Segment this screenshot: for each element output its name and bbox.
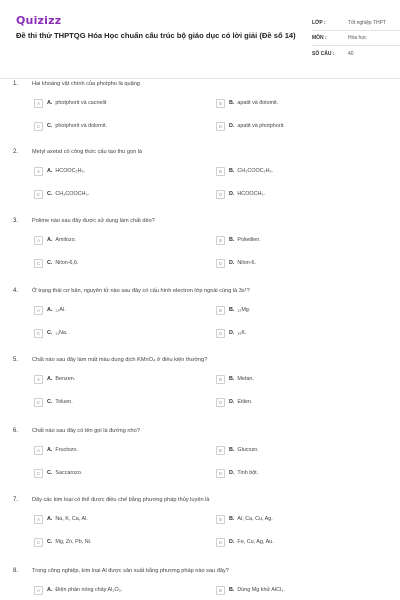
question-number: 4. — [13, 288, 19, 294]
worksheet-header — [10, 10, 390, 68]
option-box[interactable]: C — [34, 259, 43, 268]
option-letter: C. — [47, 191, 53, 197]
option-box[interactable]: D — [216, 190, 225, 199]
answer-option-d[interactable] — [216, 537, 274, 547]
option-text: Etilen. — [237, 399, 253, 405]
option-letter: C. — [47, 260, 53, 266]
question-text: Polime nào sau đây được sử dụng làm chất dẻo? — [32, 218, 155, 224]
option-box[interactable]: B — [216, 446, 225, 455]
option-box[interactable]: D — [216, 259, 225, 268]
option-text: HCOOCH₃. — [237, 191, 266, 197]
option-box[interactable]: A — [34, 99, 43, 108]
quizizz-logo: Quizizz — [16, 14, 62, 27]
option-letter: B. — [229, 168, 235, 174]
answer-option-d[interactable] — [216, 189, 265, 199]
document-title: Đề thi thử THPTQG Hóa Học chuẩn cấu trúc bộ giáo dục có lời giải (Đề số 14) — [16, 31, 296, 40]
option-box[interactable]: C — [34, 122, 43, 131]
question-number: 7. — [13, 497, 19, 503]
option-letter: C. — [47, 470, 53, 476]
option-text: ₁₃Al. — [55, 307, 66, 313]
answer-option-b[interactable] — [216, 374, 254, 384]
option-box[interactable]: B — [216, 99, 225, 108]
option-text: Glucozo. — [237, 447, 259, 453]
meta-row-subject — [312, 31, 400, 46]
option-box[interactable]: D — [216, 469, 225, 478]
answer-option-a[interactable] — [34, 305, 66, 315]
option-box[interactable]: B — [216, 586, 225, 595]
option-letter: B. — [229, 237, 235, 243]
option-box[interactable]: A — [34, 236, 43, 245]
count-value: 40 — [348, 50, 354, 57]
question-number: 1. — [13, 81, 19, 87]
answer-option-b[interactable] — [216, 305, 250, 315]
option-box[interactable]: D — [216, 122, 225, 131]
option-text: Nilon-6. — [237, 260, 256, 266]
question-number: 6. — [13, 428, 19, 434]
question-text: Trong công nghiệp, kim loại Al được sản xuất bằng phương pháp nào sau đây? — [32, 568, 229, 574]
answer-option-c[interactable] — [34, 258, 78, 268]
option-box[interactable]: B — [216, 515, 225, 524]
answer-option-b[interactable] — [216, 514, 273, 524]
option-box[interactable]: B — [216, 375, 225, 384]
answer-option-b[interactable] — [216, 166, 273, 176]
option-letter: A. — [47, 307, 53, 313]
option-box[interactable]: A — [34, 446, 43, 455]
option-letter: B. — [229, 587, 235, 593]
question-number: 5. — [13, 357, 19, 363]
option-letter: B. — [229, 447, 235, 453]
option-text: ₁₂Mg. — [237, 307, 251, 313]
question-number: 8. — [13, 568, 19, 574]
answer-option-a[interactable] — [34, 585, 122, 595]
option-text: Benzen. — [55, 376, 76, 382]
option-text: Fe, Cu, Ag, Au. — [237, 539, 274, 545]
option-letter: A. — [47, 168, 53, 174]
option-text: Al, Ca, Cu, Ag. — [237, 516, 273, 522]
option-text: HCOOC₂H₅. — [55, 168, 86, 174]
option-letter: C. — [47, 399, 53, 405]
answer-option-a[interactable] — [34, 445, 78, 455]
answer-option-a[interactable] — [34, 98, 106, 108]
answer-option-b[interactable] — [216, 445, 259, 455]
answer-option-c[interactable] — [34, 468, 82, 478]
option-text: Mg, Zn, Pb, Ni. — [55, 539, 92, 545]
option-box[interactable]: D — [216, 329, 225, 338]
option-letter: A. — [47, 587, 53, 593]
option-box[interactable]: D — [216, 538, 225, 547]
option-box[interactable]: C — [34, 190, 43, 199]
option-text: Na, K, Ca, Al. — [55, 516, 88, 522]
option-text: ₁₉K. — [237, 330, 247, 336]
class-label: LỚP : — [312, 20, 326, 26]
option-letter: A. — [47, 100, 53, 106]
answer-option-a[interactable] — [34, 235, 76, 245]
answer-option-c[interactable] — [34, 121, 107, 131]
answer-option-c[interactable] — [34, 537, 91, 547]
answer-option-c[interactable] — [34, 397, 73, 407]
option-text: Fructozo. — [55, 447, 78, 453]
option-letter: D. — [229, 260, 235, 266]
option-text: Metan. — [237, 376, 254, 382]
option-letter: B. — [229, 100, 235, 106]
option-box[interactable]: C — [34, 469, 43, 478]
subject-value: Hóa học — [348, 35, 367, 41]
answer-option-d[interactable] — [216, 258, 256, 268]
option-letter: A. — [47, 376, 53, 382]
option-text: photphorit và cacnelit — [55, 100, 107, 106]
answer-option-d[interactable] — [216, 328, 246, 338]
option-box[interactable]: A — [34, 586, 43, 595]
meta-row-count — [312, 46, 400, 61]
option-letter: C. — [47, 123, 53, 129]
meta-row-class — [312, 16, 400, 31]
option-text: Tinh bột. — [237, 470, 259, 476]
option-box[interactable]: B — [216, 306, 225, 315]
answer-option-a[interactable] — [34, 514, 88, 524]
option-letter: B. — [229, 376, 235, 382]
option-letter: A. — [47, 516, 53, 522]
subject-label: MÔN : — [312, 35, 327, 41]
option-letter: D. — [229, 330, 235, 336]
option-letter: B. — [229, 307, 235, 313]
answer-option-d[interactable] — [216, 468, 258, 478]
class-value: Tốt nghiệp THPT — [348, 20, 386, 26]
option-text: Điện phân nóng chảy Al₂O₃. — [55, 587, 123, 593]
question-text: Hai khoáng vật chính của photpho là quặng — [32, 81, 140, 87]
option-letter: D. — [229, 539, 235, 545]
option-letter: D. — [229, 399, 235, 405]
count-label: SỐ CÂU : — [312, 50, 335, 57]
option-text: Amilozo. — [55, 237, 77, 243]
option-text: Saccarozo. — [55, 470, 83, 476]
option-box[interactable]: C — [34, 538, 43, 547]
option-text: ₁₁Na. — [55, 330, 68, 336]
option-text: Nilon-6,6. — [55, 260, 79, 266]
option-text: apatit và đolomit. — [237, 100, 279, 106]
answer-option-d[interactable] — [216, 121, 285, 131]
option-box[interactable]: D — [216, 398, 225, 407]
option-letter: B. — [229, 516, 235, 522]
answer-option-b[interactable] — [216, 585, 285, 595]
option-box[interactable]: C — [34, 398, 43, 407]
question-number: 2. — [13, 149, 19, 155]
option-letter: D. — [229, 123, 235, 129]
question-text: Chất nào sau đây có tên gọi là đường nho? — [32, 428, 140, 434]
answer-option-a[interactable] — [34, 166, 85, 176]
option-text: Toluen. — [55, 399, 73, 405]
option-letter: C. — [47, 539, 53, 545]
option-letter: C. — [47, 330, 53, 336]
option-box[interactable]: A — [34, 515, 43, 524]
option-letter: A. — [47, 447, 53, 453]
option-box[interactable]: B — [216, 236, 225, 245]
option-letter: A. — [47, 237, 53, 243]
option-box[interactable]: A — [34, 375, 43, 384]
option-text: Polietilen. — [237, 237, 261, 243]
option-box[interactable]: B — [216, 167, 225, 176]
option-letter: D. — [229, 470, 235, 476]
header-divider — [0, 78, 400, 79]
option-text: CH₃COOCH₃. — [55, 191, 90, 197]
option-letter: D. — [229, 191, 235, 197]
option-box[interactable]: A — [34, 167, 43, 176]
answer-option-b[interactable] — [216, 98, 278, 108]
question-text: Dãy các kim loại có thể được điều chế bằng phương pháp thủy luyện là — [32, 497, 210, 503]
option-box[interactable]: A — [34, 306, 43, 315]
meta-table — [312, 16, 400, 61]
answer-option-b[interactable] — [216, 235, 261, 245]
option-box[interactable]: C — [34, 329, 43, 338]
answer-option-c[interactable] — [34, 189, 89, 199]
question-text: Ở trạng thái cơ bản, nguyên tử nào sau đây có cấu hình electron lớp ngoài cùng là 3s¹? — [32, 288, 250, 294]
option-text: apatit và photphorit. — [237, 123, 285, 129]
option-text: CH₃COOC₂H₅. — [237, 168, 274, 174]
option-text: photphorit và đolomit. — [55, 123, 107, 129]
answer-option-d[interactable] — [216, 397, 252, 407]
option-text: Dùng Mg khử AlCl₃. — [237, 587, 285, 593]
question-number: 3. — [13, 218, 19, 224]
question-text: Chất nào sau đây làm mất màu dung dịch KMnO₄ ở điều kiện thường? — [32, 357, 208, 363]
question-text: Metyl axetat có công thức cấu tạo thu gọn là — [32, 149, 143, 155]
answer-option-a[interactable] — [34, 374, 75, 384]
answer-option-c[interactable] — [34, 328, 67, 338]
